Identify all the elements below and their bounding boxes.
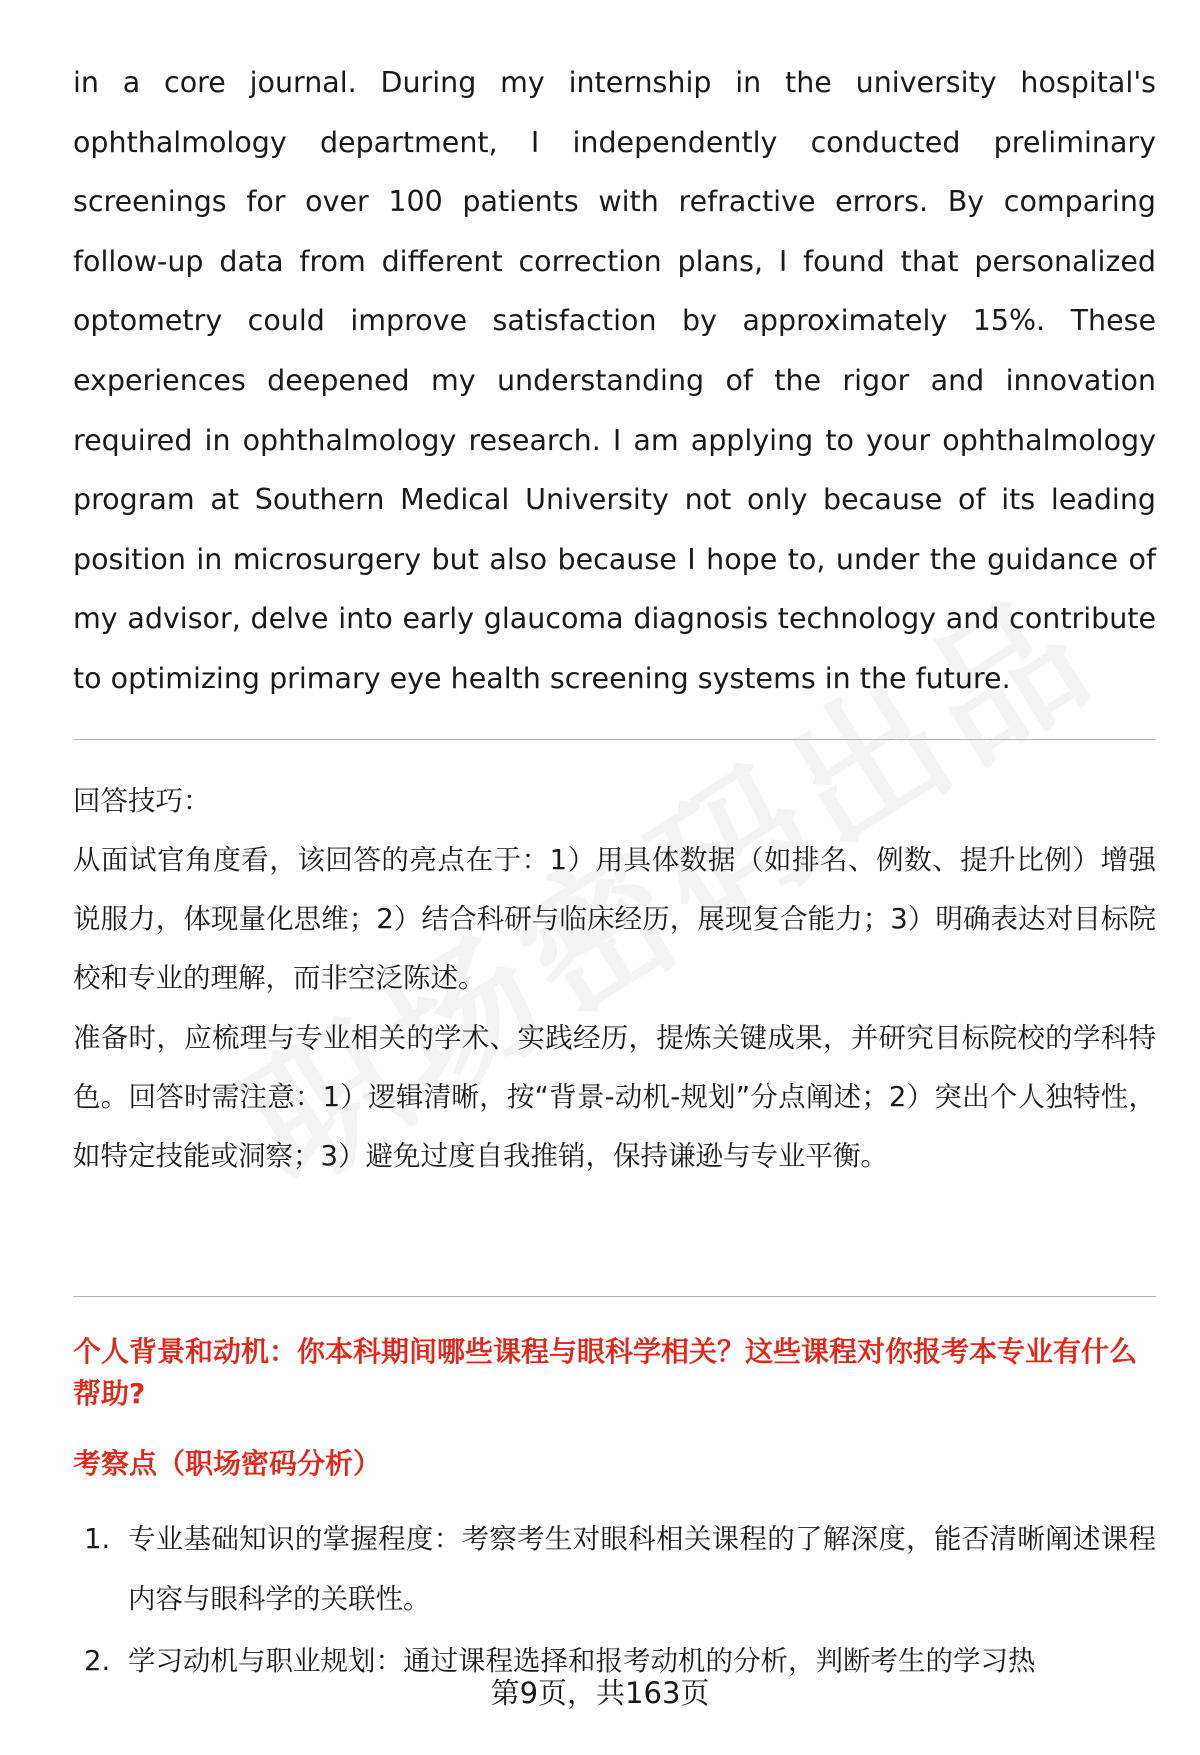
tips-title: 回答技巧： (73, 785, 211, 817)
list-item-text: 专业基础知识的掌握程度：考察考生对眼科相关课程的了解深度，能否清晰阐述课程内容与眼科学的关联性。 (128, 1523, 1156, 1615)
divider-bottom (73, 1296, 1156, 1297)
tips-paragraph-2: 准备时，应梳理与专业相关的学术、实践经历，提炼关键成果，并研究目标院校的学科特色。回答时需注意：1）逻辑清晰，按“背景-动机-规划”分点阐述；2）突出个人独特性，如特定技能或洞察；3）避免过度自我推销，保持谦逊与专业平衡。 (73, 1022, 1156, 1172)
list-item-number: 1. (84, 1523, 111, 1555)
list-item (73, 1510, 1156, 1629)
answer-paragraph-english: in a core journal. During my internship in the university hospital's ophthalmology department, I independently conducted preliminary screenings for over 100 patients with refractive errors. By comparing follow-up data from different correction plans, I found that personalized optometry could improve satisfaction by approximately 15%. These experiences deepened my understanding of the rigor and innovation required in ophthalmology research. I am applying to your ophthalmology program at Southern Medical University not only because of its leading position in microsurgery but also because I hope to, under the guidance of my advisor, delve into early glaucoma diagnosis technology and contribute to optimizing primary eye health screening systems in the future. (73, 66, 1156, 695)
list-item-number: 2. (84, 1645, 111, 1677)
assessment-points-heading: 考察点（职场密码分析） (73, 1447, 382, 1480)
assessment-points-list (73, 1510, 1156, 1695)
list-item-text: 学习动机与职业规划：通过课程选择和报考动机的分析，判断考生的学习热 (128, 1645, 1036, 1677)
question-heading: 个人背景和动机：你本科期间哪些课程与眼科学相关？这些课程对你报考本专业有什么帮助? (73, 1335, 1138, 1410)
divider-top (73, 739, 1156, 740)
tips-paragraph-1: 从面试官角度看，该回答的亮点在于：1）用具体数据（如排名、例数、提升比例）增强说服力，体现量化思维；2）结合科研与临床经历，展现复合能力；3）明确表达对目标院校和专业的理解，而非空泛陈述。 (73, 844, 1156, 994)
page-number-footer: 第9页，共163页 (490, 1676, 710, 1710)
